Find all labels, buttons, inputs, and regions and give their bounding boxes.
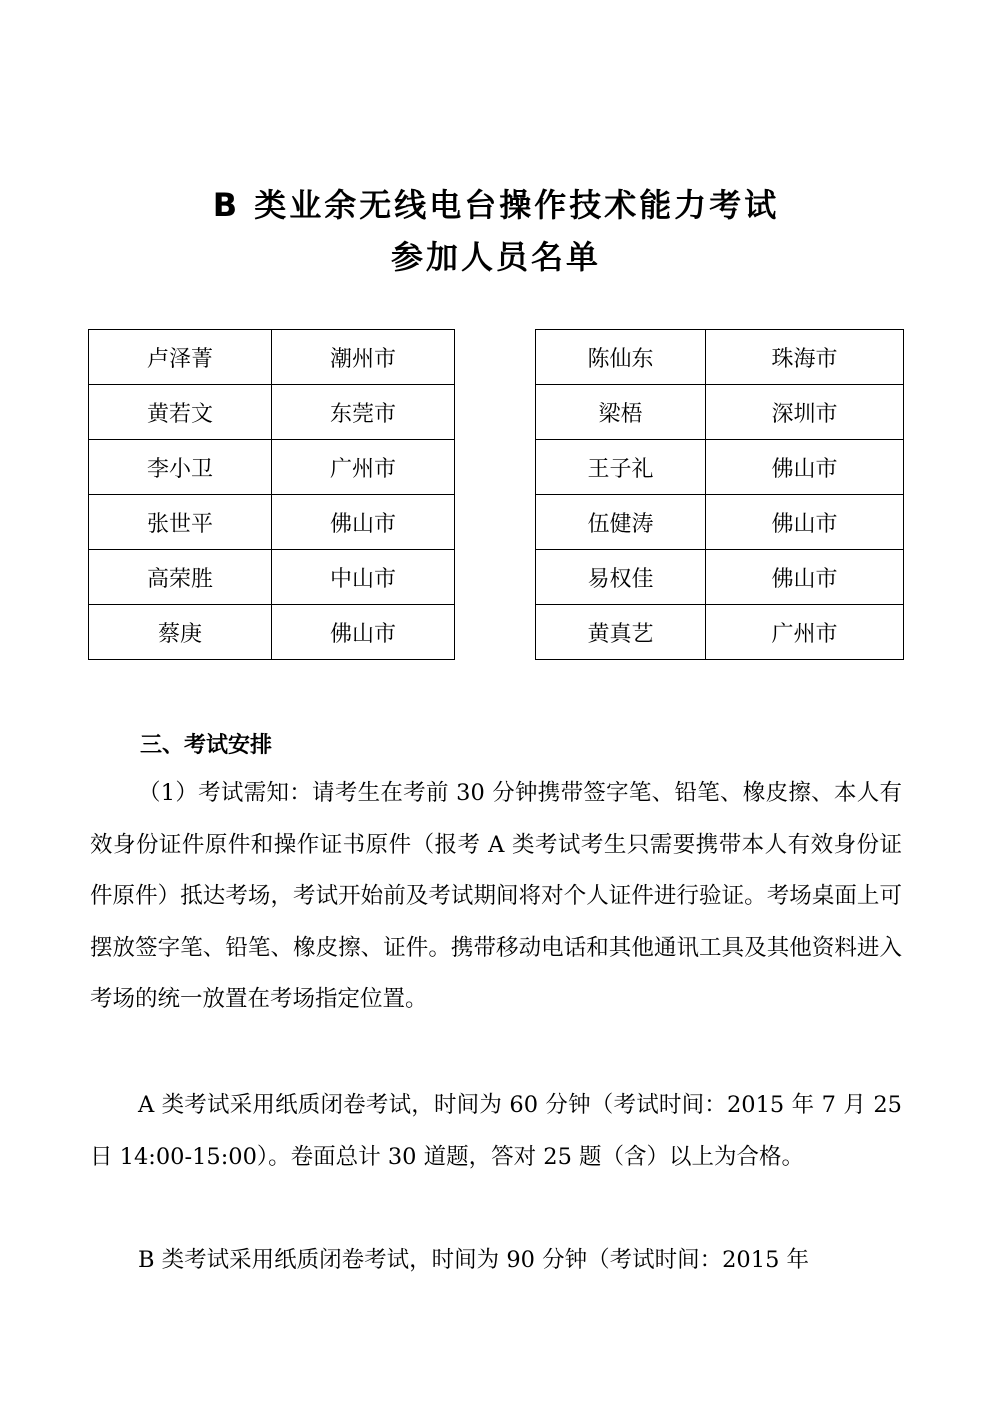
participant-name: 蔡庚 bbox=[89, 605, 272, 660]
document-subtitle: 参加人员名单 bbox=[390, 238, 601, 276]
participant-city: 佛山市 bbox=[272, 605, 455, 660]
table-row bbox=[89, 495, 455, 550]
table-row bbox=[89, 605, 455, 660]
participant-city: 深圳市 bbox=[706, 385, 904, 440]
table-row bbox=[536, 385, 904, 440]
class-b-exam-paragraph: B 类考试采用纸质闭卷考试，时间为 90 分钟（考试时间：2015 年 bbox=[138, 1247, 810, 1273]
class-a-exam-paragraph: A 类考试采用纸质闭卷考试，时间为 60 分钟（考试时间：2015 年 7 月 25 日 14:00-15:00）。卷面总计 30 道题，答对 25 题（含）以上为合格。 bbox=[90, 1092, 902, 1170]
participant-city: 佛山市 bbox=[706, 550, 904, 605]
participant-name: 黄真艺 bbox=[536, 605, 706, 660]
participants-table-left bbox=[88, 329, 455, 660]
participant-city: 广州市 bbox=[706, 605, 904, 660]
participant-city: 东莞市 bbox=[272, 385, 455, 440]
participant-city: 佛山市 bbox=[272, 495, 455, 550]
participant-name: 王子礼 bbox=[536, 440, 706, 495]
table-row bbox=[536, 550, 904, 605]
participant-city: 潮州市 bbox=[272, 330, 455, 385]
table-row bbox=[536, 495, 904, 550]
participant-name: 易权佳 bbox=[536, 550, 706, 605]
participant-name: 梁梧 bbox=[536, 385, 706, 440]
exam-notice-paragraph: （1）考试需知：请考生在考前 30 分钟携带签字笔、铅笔、橡皮擦、本人有效身份证件原件和操作证书原件（报考 A 类考试考生只需要携带本人有效身份证件原件）抵达考场，考试开始前及考试期间将对个人证件进行验证。考场桌面上可摆放签字笔、铅笔、橡皮擦、证件。携带移动电话和其他通讯工具及其他资料进入考场的统一放置在考场指定位置。 bbox=[90, 780, 902, 1012]
participant-name: 陈仙东 bbox=[536, 330, 706, 385]
table-row bbox=[536, 605, 904, 660]
participant-name: 李小卫 bbox=[89, 440, 272, 495]
participant-city: 广州市 bbox=[272, 440, 455, 495]
participant-city: 珠海市 bbox=[706, 330, 904, 385]
participant-name: 卢泽菁 bbox=[89, 330, 272, 385]
document-title: B 类业余无线电台操作技术能力考试 bbox=[212, 186, 780, 224]
participant-city: 佛山市 bbox=[706, 440, 904, 495]
participant-city: 佛山市 bbox=[706, 495, 904, 550]
section-heading: 三、考试安排 bbox=[140, 733, 273, 758]
participant-city: 中山市 bbox=[272, 550, 455, 605]
table-row bbox=[89, 385, 455, 440]
table-row bbox=[536, 330, 904, 385]
table-row bbox=[536, 440, 904, 495]
participants-table-right bbox=[535, 329, 904, 660]
participant-name: 高荣胜 bbox=[89, 550, 272, 605]
participant-name: 黄若文 bbox=[89, 385, 272, 440]
table-row bbox=[89, 440, 455, 495]
table-row bbox=[89, 330, 455, 385]
table-row bbox=[89, 550, 455, 605]
participant-name: 张世平 bbox=[89, 495, 272, 550]
participant-name: 伍健涛 bbox=[536, 495, 706, 550]
